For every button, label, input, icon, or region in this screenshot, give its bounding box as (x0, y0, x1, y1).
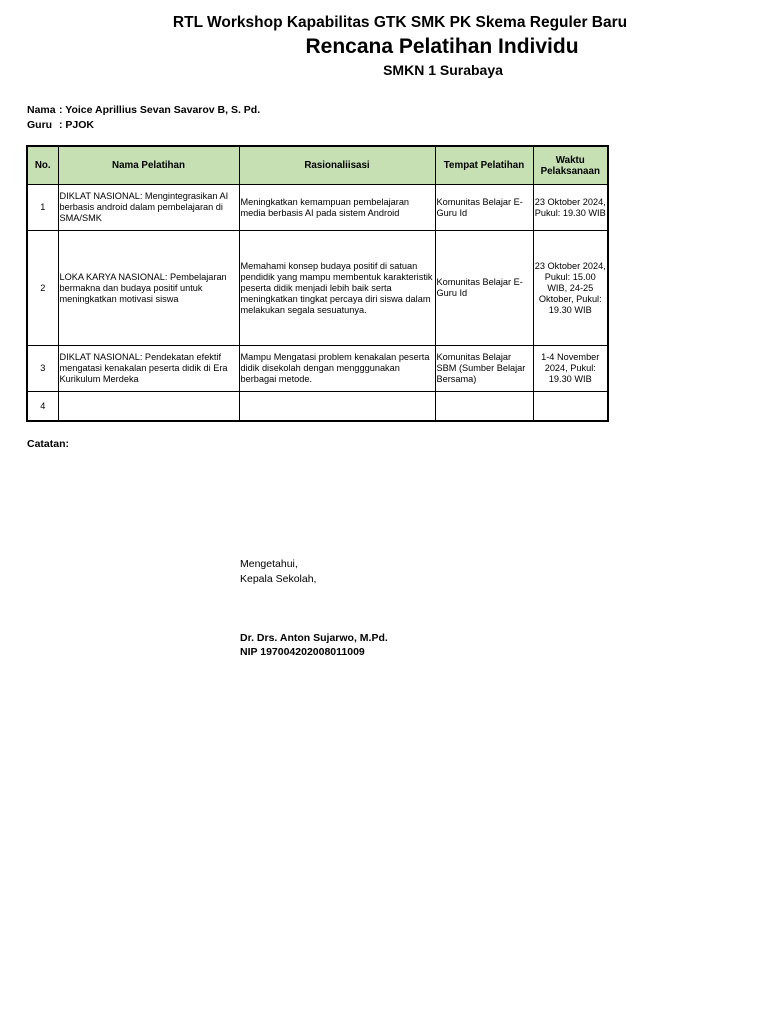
cell-no: 4 (27, 392, 58, 422)
cell-waktu: 1-4 November 2024, Pukul: 19.30 WIB (533, 346, 608, 392)
info-name-row (27, 104, 260, 116)
header-nama-pelatihan: Nama Pelatihan (58, 146, 239, 185)
cell-waktu: 23 Oktober 2024, Pukul: 15.00 WIB, 24-25 Oktober, Pukul: 19.30 WIB (533, 231, 608, 346)
signature-nip: NIP 197004202008011009 (240, 646, 365, 658)
training-plan-table (26, 145, 609, 422)
signature-name: Dr. Drs. Anton Sujarwo, M.Pd. (240, 632, 388, 644)
school-name: SMKN 1 Surabaya (383, 62, 503, 78)
header-tempat-pelatihan: Tempat Pelatihan (435, 146, 533, 185)
table-row (27, 231, 608, 346)
name-value: : Yoice Aprillius Sevan Savarov B, S. Pd. (59, 104, 261, 116)
cell-tempat: Komunitas Belajar E-Guru Id (435, 231, 533, 346)
guru-value: : PJOK (59, 119, 95, 131)
cell-rasional: Mampu Mengatasi problem kenakalan peserta didik disekolah dengan mengggunakan berbagai metode. (239, 346, 435, 392)
signature-acknowledge: Mengetahui, (240, 558, 298, 570)
cell-tempat: Komunitas Belajar SBM (Sumber Belajar Bersama) (435, 346, 533, 392)
header-no: No. (27, 146, 58, 185)
cell-nama (58, 392, 239, 422)
cell-no: 3 (27, 346, 58, 392)
document-subtitle: Rencana Pelatihan Individu (305, 35, 579, 58)
name-label: Nama (27, 104, 56, 116)
cell-waktu (533, 392, 608, 422)
guru-label: Guru (27, 119, 53, 131)
document-title: RTL Workshop Kapabilitas GTK SMK PK Skema Reguler Baru (172, 14, 628, 31)
notes-label: Catatan: (27, 438, 70, 450)
header-waktu-pelaksanaan: Waktu Pelaksanaan (533, 146, 608, 185)
cell-nama: DIKLAT NASIONAL: Mengintegrasikan AI berbasis android dalam pembelajaran di SMA/SMK (58, 185, 239, 231)
table-row (27, 346, 608, 392)
header-rasionalisasi: Rasionaliisasi (239, 146, 435, 185)
cell-no: 2 (27, 231, 58, 346)
cell-no: 1 (27, 185, 58, 231)
signature-role: Kepala Sekolah, (240, 573, 317, 585)
info-guru-row (27, 119, 94, 131)
cell-rasional: Memahami konsep budaya positif di satuan pendidik yang mampu membentuk karakteristik peserta didik menjadi lebih baik serta meningkatkan tingkat percaya diri siswa dalam melakukan segala sesuatunya. (239, 231, 435, 346)
table-row (27, 392, 608, 422)
cell-rasional: Meningkatkan kemampuan pembelajaran media berbasis AI pada sistem Android (239, 185, 435, 231)
cell-waktu: 23 Oktober 2024, Pukul: 19.30 WIB (533, 185, 608, 231)
cell-tempat: Komunitas Belajar E-Guru Id (435, 185, 533, 231)
cell-nama: LOKA KARYA NASIONAL: Pembelajaran bermakna dan budaya positif untuk meningkatkan motivasi siswa (58, 231, 239, 346)
cell-tempat (435, 392, 533, 422)
cell-nama: DIKLAT NASIONAL: Pendekatan efektif mengatasi kenakalan peserta didik di Era Kurikulum Merdeka (58, 346, 239, 392)
cell-rasional (239, 392, 435, 422)
table-row (27, 185, 608, 231)
table-header-row (27, 146, 608, 185)
